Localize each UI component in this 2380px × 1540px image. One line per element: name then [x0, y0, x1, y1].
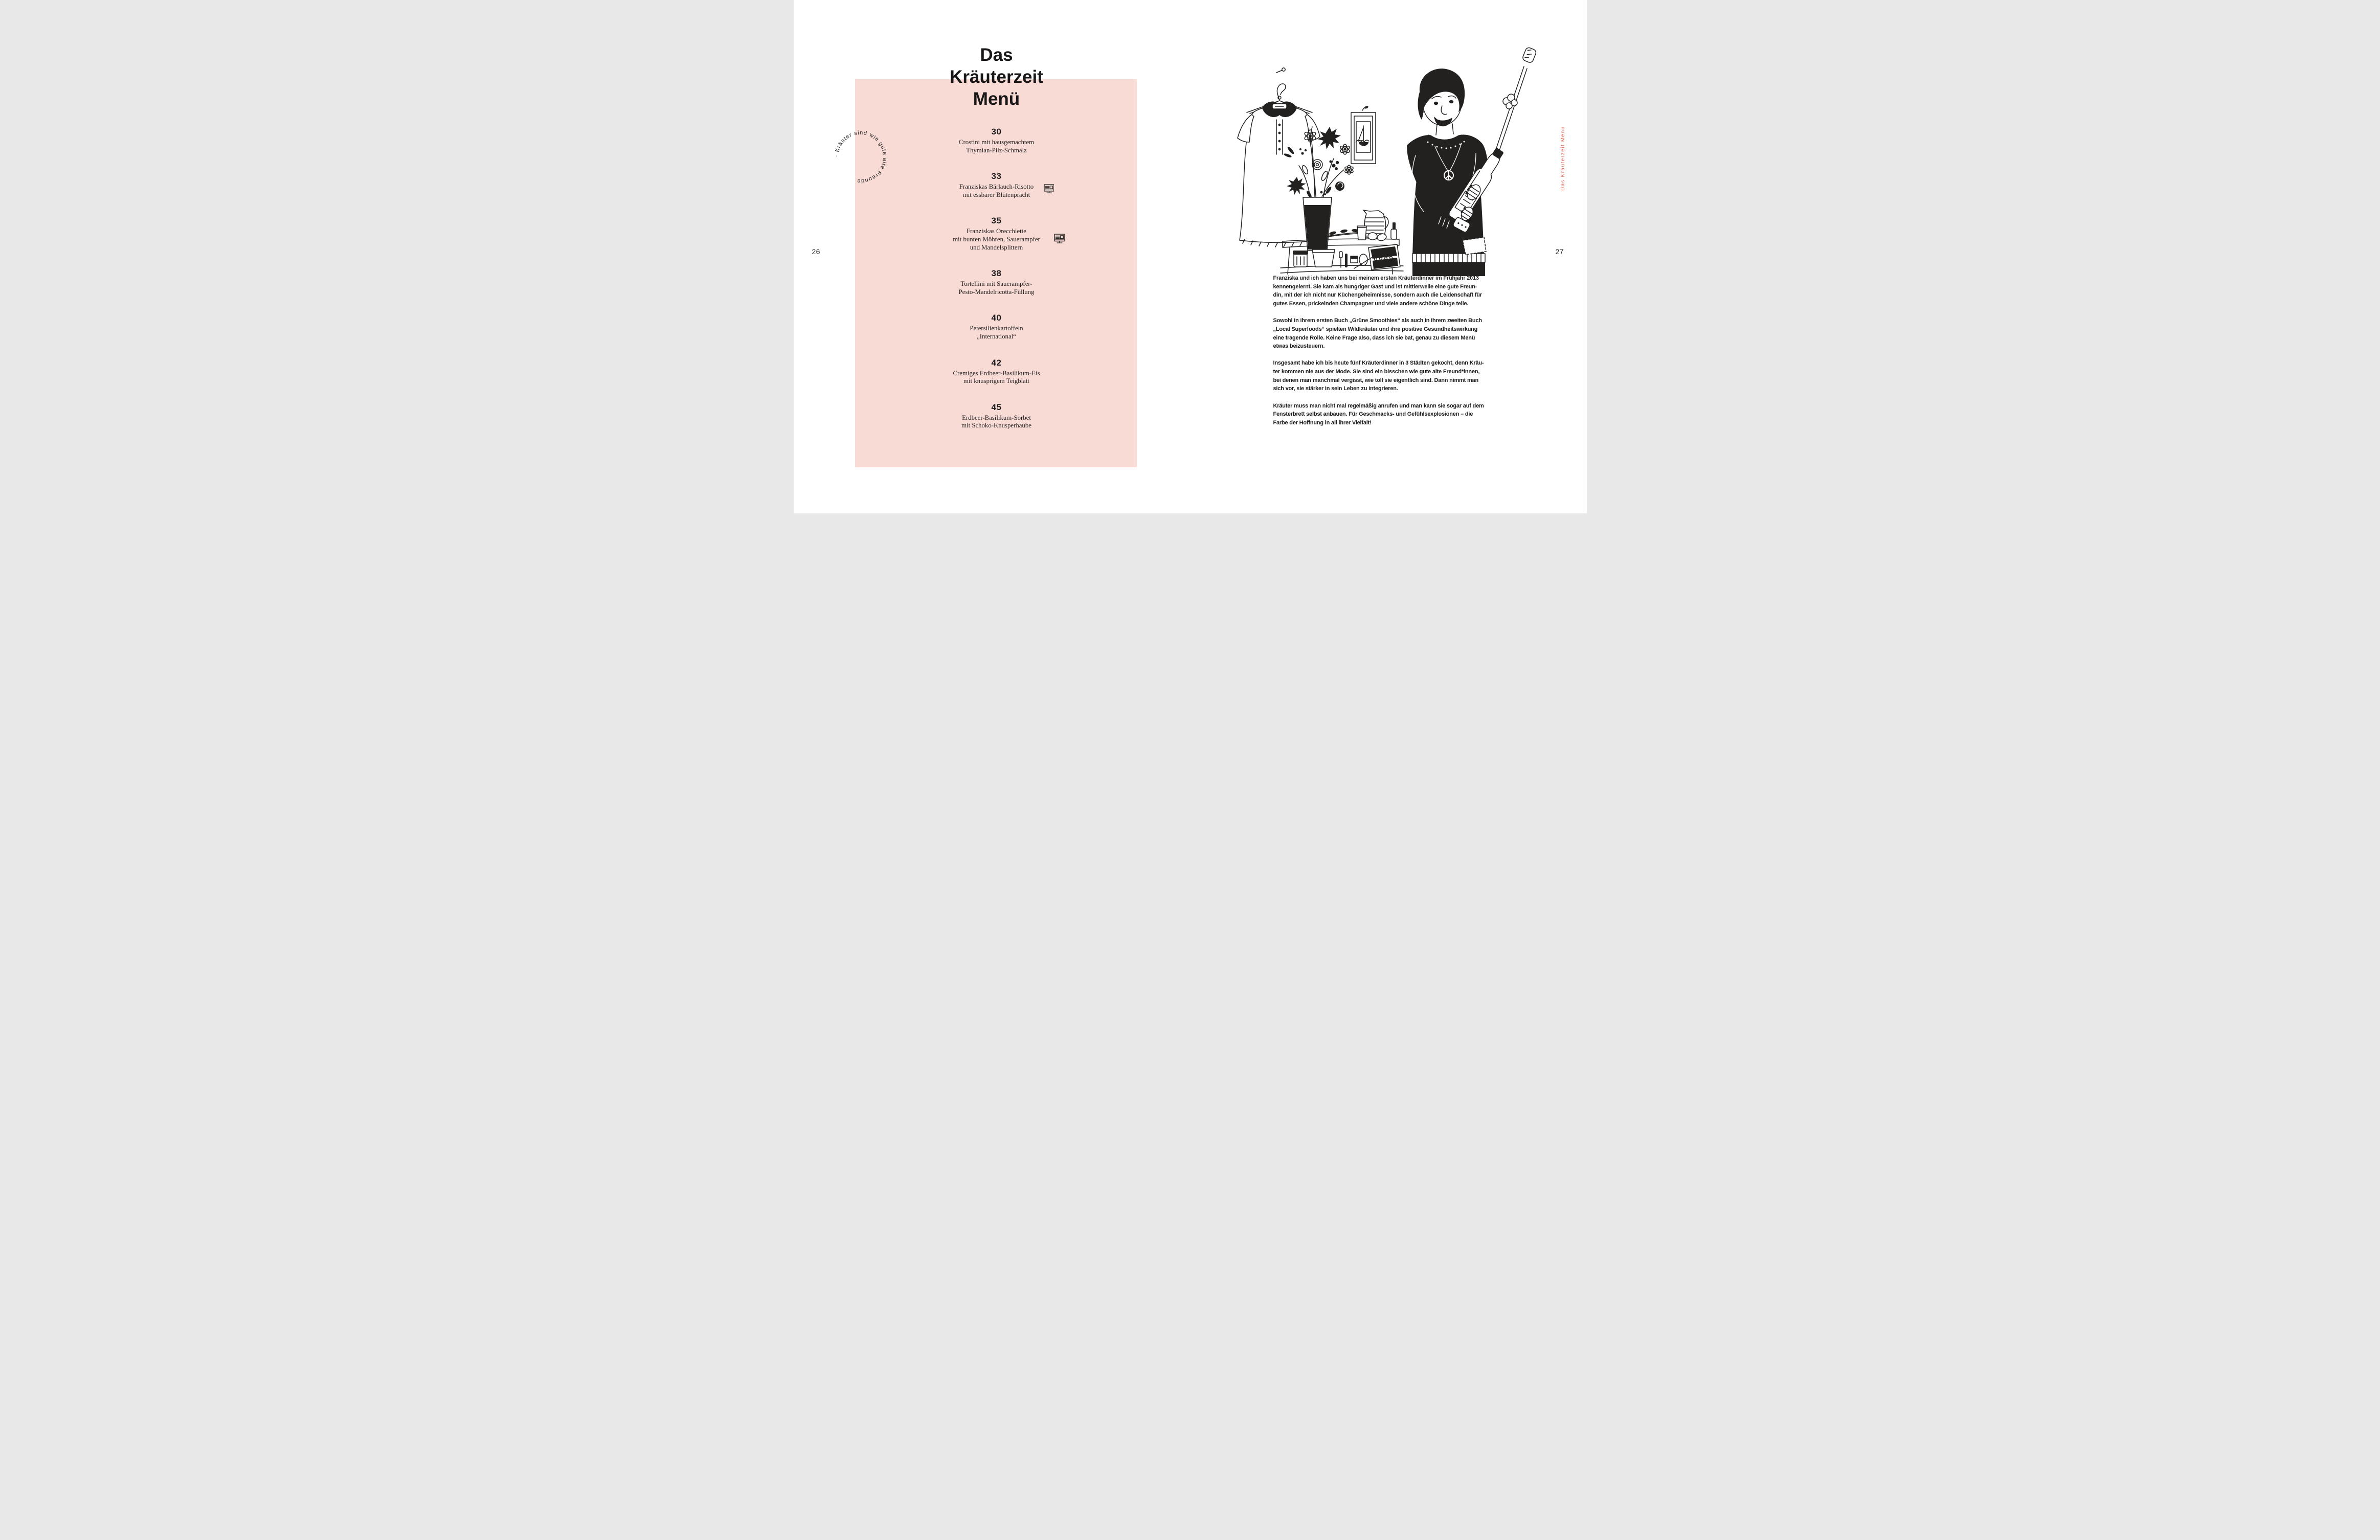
paragraph: [1273, 402, 1514, 427]
paragraph: [1273, 359, 1514, 393]
paragraph: [1273, 274, 1514, 308]
menu-entry-line: Cremiges Erdbeer-Basilikum-Eis: [953, 369, 1040, 377]
paragraph-line: gutes Essen, prickelnden Champagner und viele andere schöne Dinge teile.: [1273, 300, 1469, 307]
menu-list: [894, 127, 1099, 447]
menu-entry-page-number: 40: [991, 313, 1002, 323]
herb-dinner-illustration: [1234, 41, 1541, 276]
menu-entry-page-number: 45: [991, 402, 1002, 412]
page-title-line: Das: [980, 45, 1013, 65]
paragraph-line: Farbe der Hoffnung in all ihrer Vielfalt!: [1273, 419, 1372, 426]
menu-entry-page-number: 42: [991, 357, 1002, 368]
paragraph-line: bei denen man manchmal vergisst, wie toll sie eigentlich sind. Dann nimmt man: [1273, 377, 1478, 383]
paragraph-line: kennengelernt. Sie kam als hungriger Gast und ist mittlerweile eine gute Freun-: [1273, 283, 1477, 290]
page-number-left: 26: [812, 247, 820, 256]
paragraph-line: Fensterbrett selbst anbauen. Für Geschmacks- und Gefühlsexplosionen – die: [1273, 411, 1473, 418]
paragraph-line: „Local Superfoods“ spielten Wildkräuter und ihre positive Gesundheitswirkung: [1273, 326, 1478, 332]
chapter-sidebar-label: Das Kräuterzeit Menü: [1560, 126, 1566, 191]
menu-entry-line: Tortellini mit Sauerampfer-: [960, 280, 1032, 288]
paragraph: [1273, 316, 1514, 351]
menu-entry-line: mit knusprigem Teigblatt: [963, 377, 1029, 385]
menu-entry-page-number: 33: [991, 171, 1002, 182]
page-title-line: Menü: [973, 89, 1020, 109]
menu-entry-line: Petersilienkartoffeln: [970, 325, 1023, 332]
menu-entry-line: „International“: [977, 332, 1016, 340]
menu-entry: [894, 127, 1099, 154]
menu-entry-line: Franziskas Orecchiette: [967, 228, 1026, 235]
page-number-right: 27: [1555, 247, 1564, 256]
menu-entry: [894, 171, 1099, 199]
book-spread: [794, 0, 1587, 513]
circular-motto-text: · Kräuter sind wie gute alte Freunde: [833, 129, 888, 185]
page-title-line: Kräuterzeit: [950, 67, 1043, 87]
paragraph-line: etwas beizusteuern.: [1273, 343, 1325, 350]
menu-entry-line: Erdbeer-Basilikum-Sorbet: [962, 414, 1031, 421]
menu-entry: [894, 402, 1099, 430]
menu-entry-line: Pesto-Mandelricotta-Füllung: [958, 288, 1035, 296]
menu-entry-page-number: 35: [991, 216, 1002, 226]
menu-entry-line: Crostini mit hausgemachtem: [958, 139, 1035, 146]
page-title: [894, 44, 1099, 110]
menu-entry: [894, 268, 1099, 296]
presentation-screen-icon: [1054, 234, 1065, 244]
presentation-screen-icon: [1044, 184, 1054, 194]
paragraph-line: eine tragende Rolle. Keine Frage also, dass ich sie bat, genau zu diesem Menü: [1273, 334, 1475, 341]
menu-entry: [894, 313, 1099, 341]
menu-entry-line: mit Schoko-Knusperhaube: [961, 422, 1031, 429]
menu-entry-line: und Mandelsplittern: [970, 243, 1023, 251]
paragraph-line: Kräuter muss man nicht mal regelmäßig anrufen und man kann sie sogar auf dem: [1273, 402, 1484, 409]
menu-entry-line: mit essbarer Blütenpracht: [962, 191, 1030, 198]
menu-entry-line: Franziskas Bärlauch-Risotto: [959, 183, 1034, 191]
paragraph-line: Insgesamt habe ich bis heute fünf Kräuterdinner in 3 Städten gekocht, denn Kräu-: [1273, 360, 1484, 367]
menu-entry: [894, 216, 1099, 252]
paragraph-line: sich vor, sie stärker in sein Leben zu integrieren.: [1273, 386, 1398, 392]
paragraph-line: din, mit der ich nicht nur Küchengeheimnisse, sondern auch die Leidenschaft für: [1273, 292, 1482, 299]
circular-motto-badge: [820, 116, 902, 198]
paragraph-line: Sowohl in ihrem ersten Buch „Grüne Smoothies“ als auch in ihrem zweiten Buch: [1273, 318, 1482, 324]
menu-entry-line: mit bunten Möhren, Sauerampfer: [953, 235, 1040, 243]
menu-entry-line: Thymian-Pilz-Schmalz: [966, 146, 1027, 154]
menu-entry-page-number: 38: [991, 268, 1002, 279]
intro-paragraphs: [1273, 274, 1514, 436]
menu-entry-page-number: 30: [991, 127, 1002, 137]
paragraph-line: Franziska und ich haben uns bei meinem ersten Kräuterdinner im Frühjahr 2013: [1273, 275, 1479, 281]
menu-entry: [894, 358, 1099, 386]
paragraph-line: ter kommen nie aus der Mode. Sie sind ein bisschen wie gute alte Freund*innen,: [1273, 369, 1480, 375]
